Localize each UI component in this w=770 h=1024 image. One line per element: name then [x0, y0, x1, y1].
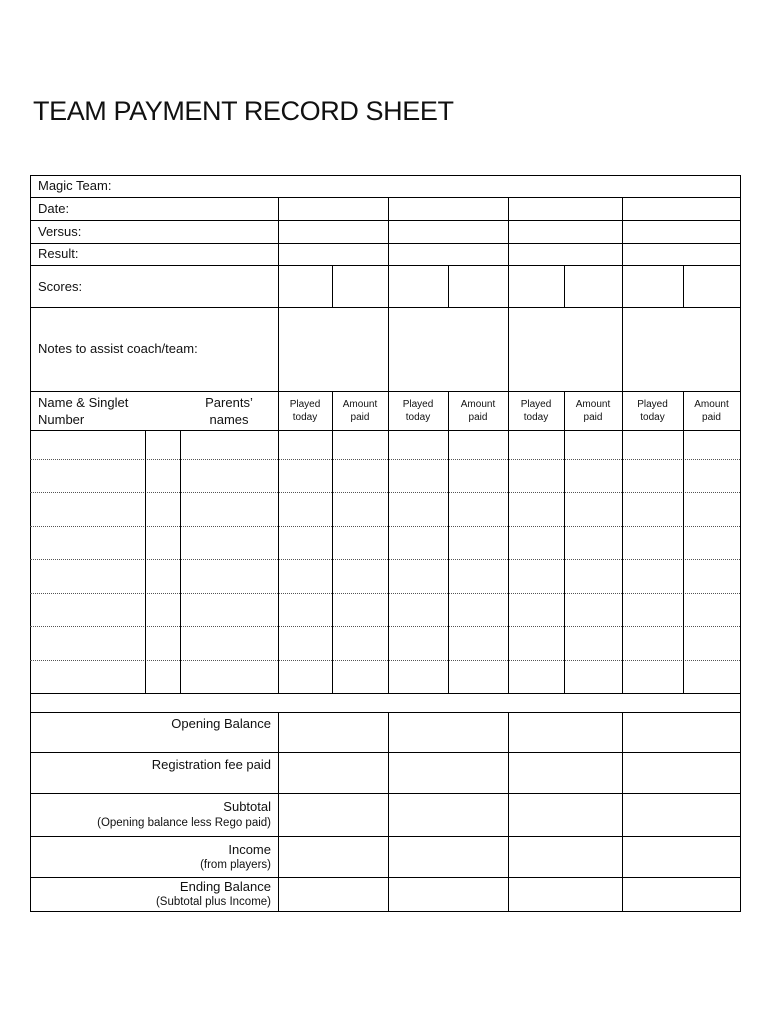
played-today-header-2: Played: [402, 399, 434, 410]
row-divider: [30, 752, 740, 753]
player-row-divider: [30, 660, 740, 661]
amount-paid-header-3: Amount: [575, 399, 611, 410]
row-divider: [30, 712, 740, 713]
number-column-divider: [145, 430, 146, 693]
names-header: names: [209, 412, 249, 427]
table-left-border: [30, 175, 31, 912]
row-divider: [30, 836, 740, 837]
opening-balance-label: Opening Balance: [171, 716, 271, 731]
parents-header: Parents’: [205, 395, 253, 410]
name-singlet-header: Name & Singlet: [38, 395, 129, 410]
played-today-header-1-line2: today: [292, 412, 318, 423]
player-row-divider: [30, 593, 740, 594]
parents-column-divider: [180, 430, 181, 693]
date-label: Date:: [38, 201, 70, 216]
game-column-divider: [278, 197, 279, 693]
row-divider: [30, 877, 740, 878]
income-label: Income: [228, 842, 271, 857]
score-subcolumn-divider: [448, 265, 449, 307]
played-amount-divider: [332, 391, 333, 693]
table-right-border: [740, 175, 741, 912]
subtotal-note: (Opening balance less Rego paid): [97, 817, 271, 829]
score-subcolumn-divider: [332, 265, 333, 307]
played-today-header-4: Played: [637, 399, 668, 410]
subtotal-label: Subtotal: [223, 799, 271, 814]
amount-paid-header-1: Amount: [342, 399, 378, 410]
row-divider: [30, 693, 740, 694]
ending-balance-label: Ending Balance: [179, 879, 271, 894]
amount-paid-header-4: Amount: [694, 399, 729, 410]
summary-column-divider: [388, 712, 389, 911]
player-row-divider: [30, 559, 740, 560]
player-row-divider: [30, 526, 740, 527]
played-today-header-1: Played: [289, 399, 321, 410]
row-divider: [30, 430, 740, 431]
amount-paid-header-4-line2: paid: [702, 412, 721, 423]
summary-column-divider: [278, 712, 279, 911]
amount-paid-header-1-line2: paid: [350, 412, 370, 423]
row-divider: [30, 243, 740, 244]
score-subcolumn-divider: [564, 265, 565, 307]
played-amount-divider: [448, 391, 449, 693]
notes-label: Notes to assist coach/team:: [38, 341, 198, 356]
amount-paid-header-2-line2: paid: [468, 412, 488, 423]
played-today-header-3-line2: today: [523, 412, 549, 423]
game-column-divider: [622, 197, 623, 693]
row-divider: [30, 793, 740, 794]
player-row-divider: [30, 626, 740, 627]
page-title: TEAM PAYMENT RECORD SHEET: [33, 96, 454, 126]
game-column-divider: [508, 197, 509, 693]
number-header: Number: [38, 412, 85, 427]
game-column-divider: [388, 197, 389, 693]
summary-column-divider: [622, 712, 623, 911]
amount-paid-header-3-line2: paid: [583, 412, 603, 423]
row-divider: [30, 220, 740, 221]
player-row-divider: [30, 459, 740, 460]
scores-label: Scores:: [38, 279, 83, 294]
table-bottom-border: [30, 911, 741, 912]
registration-fee-label: Registration fee paid: [151, 757, 271, 772]
played-today-header-3: Played: [520, 399, 552, 410]
row-divider: [30, 265, 740, 266]
player-row-divider: [30, 492, 740, 493]
amount-paid-header-2: Amount: [460, 399, 496, 410]
table-top-border: [30, 175, 741, 176]
row-divider: [30, 391, 740, 392]
ending-balance-note: (Subtotal plus Income): [155, 896, 271, 908]
row-divider: [30, 307, 740, 308]
summary-column-divider: [508, 712, 509, 911]
played-today-header-2-line2: today: [405, 412, 431, 423]
result-label: Result:: [38, 246, 79, 261]
row-divider: [30, 197, 740, 198]
played-amount-divider: [564, 391, 565, 693]
score-subcolumn-divider: [683, 265, 684, 307]
magic-team-label: Magic Team:: [38, 178, 112, 193]
played-amount-divider: [683, 391, 684, 693]
versus-label: Versus:: [38, 224, 82, 239]
income-note: (from players): [200, 859, 271, 871]
played-today-header-4-line2: today: [640, 412, 665, 423]
